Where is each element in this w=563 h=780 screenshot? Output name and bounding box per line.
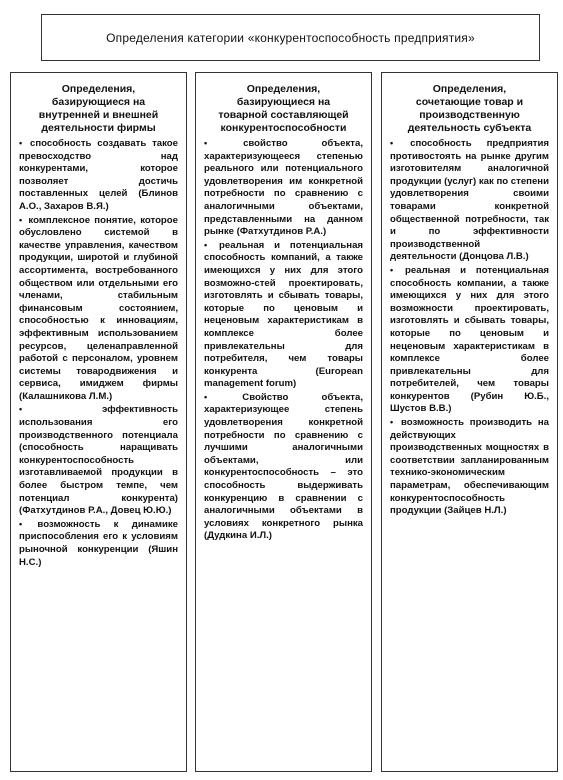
bullet-icon: •	[19, 214, 23, 225]
column-heading-line: деятельности фирмы	[41, 122, 156, 134]
bullet-icon: •	[19, 138, 23, 148]
bullet-icon: •	[390, 417, 394, 428]
column-heading-line: Определения,	[246, 83, 321, 95]
column-heading	[204, 83, 363, 135]
definition-text: возможность к динамике приспособления его к условиям рыночной конкуренции (Яшин Н.С.)	[19, 518, 178, 568]
definition-item	[390, 137, 549, 264]
column-heading-line: внутренней и внешней	[38, 109, 159, 121]
column-heading-line: базирующиеся на	[236, 96, 331, 108]
definition-list	[19, 137, 178, 569]
column-heading-line: конкурентоспособности	[220, 122, 347, 134]
column-heading-line: базирующиеся на	[51, 96, 146, 108]
definition-text: свойство объекта, характеризующееся степенью реального или потенциального удовлетворения им конкретной потребности по сравнению с аналогичными объектами, представленными на данном рынке (Фатхутдинов Р.А.)	[204, 138, 364, 238]
column-product-component	[195, 72, 372, 772]
column-heading	[390, 83, 549, 135]
diagram-title: Определения категории «конкурентоспособность предприятия»	[41, 14, 540, 61]
column-heading	[19, 83, 178, 135]
definition-text: эффективность использования его производственного потенциала (способность наращивать конкурентоспособность изготавливаемой продукции в более быстром темпе, чем потенциал конкурента) (Фатхутдинов Р.А., Довец Ю.Ю.)	[19, 404, 178, 517]
column-heading-line: сочетающие товар и	[415, 96, 524, 108]
definition-item	[204, 239, 363, 391]
bullet-icon: •	[19, 404, 23, 415]
column-heading-line: деятельность субъекта	[407, 122, 532, 134]
definition-text: реальная и потенциальная способность компаний, а также имеющихся у них для этого возможно-стей проектировать, изготовлять и сбывать товары, которые по ценовым и неценовым характеристикам в комплексе более привлекательны для потребителя, чем товары конкурента (European management forum)	[204, 239, 364, 390]
definition-text: способность создавать такое превосходство над конкурентами, которое позволяет достичь поставленных целей (Блинов А.О., Захаров В.Я.)	[19, 138, 178, 212]
definition-item	[19, 214, 178, 404]
bullet-icon: •	[390, 138, 394, 148]
definition-list	[204, 137, 363, 543]
definition-text: реальная и потенциальная способность компании, а также имеющихся у них для этого возможности проектировать, изготовлять и сбывать товары, которые по ценовым и неценовым характеристикам в комплексе более привлекательны для потребителей, чем товары конкурентов (Рубин Ю.Б., Шустов В.В.)	[390, 264, 550, 415]
definition-text: комплексное понятие, которое обусловлено системой в качестве управления, качеством продукции, широтой и глубиной ассортимента, востребованного обществом или отдельными его членами, стабильным финансовым состоянием, способностью к инновациям, эффективным использованием ресурсов, целенаправленной работой с персоналом, уровнем системы товародвижения и сервиса, имиджем фирмы (Калашникова Л.М.)	[19, 214, 178, 402]
bullet-icon: •	[19, 518, 23, 529]
column-combined	[381, 72, 558, 772]
bullet-icon: •	[204, 138, 208, 148]
column-heading-line: производственную	[419, 109, 520, 121]
definition-text: способность предприятия противостоять на рынке другим изготовителям аналогичной продукции (услуг) как по степени удовлетворения своими товарами конкретной общественной потребности, так и по эффективности производственной деятельности (Донцова Л.В.)	[390, 138, 549, 263]
bullet-icon: •	[204, 239, 208, 250]
bullet-icon: •	[204, 391, 208, 402]
bullet-icon: •	[390, 264, 394, 275]
definition-list	[390, 137, 549, 518]
definition-text: Свойство объекта, характеризующее степень удовлетворения конкретной потребности по сравнению с лучшими аналогичными объектами, или конкурентоспособность – это способность выдерживать конкуренцию в сравнении с аналогичными объектами в условиях конкретного рынка (Дудкина И.Л.)	[204, 391, 364, 542]
column-heading-line: Определения,	[432, 83, 507, 95]
definition-item	[204, 391, 363, 543]
definition-item	[204, 137, 363, 239]
definition-item	[390, 416, 549, 518]
definition-item	[390, 264, 549, 416]
column-heading-line: Определения,	[61, 83, 136, 95]
definition-text: возможность производить на действующих производственных мощностях в соответствии запланированным технико-экономическим параметрам, обеспечивающим конкурентоспособность продукции (Зайцев Н.Л.)	[390, 417, 549, 517]
definition-item	[19, 137, 178, 214]
column-heading-line: товарной составляющей	[218, 109, 349, 121]
definition-item	[19, 518, 178, 569]
definition-item	[19, 403, 178, 517]
column-internal-external	[10, 72, 187, 772]
